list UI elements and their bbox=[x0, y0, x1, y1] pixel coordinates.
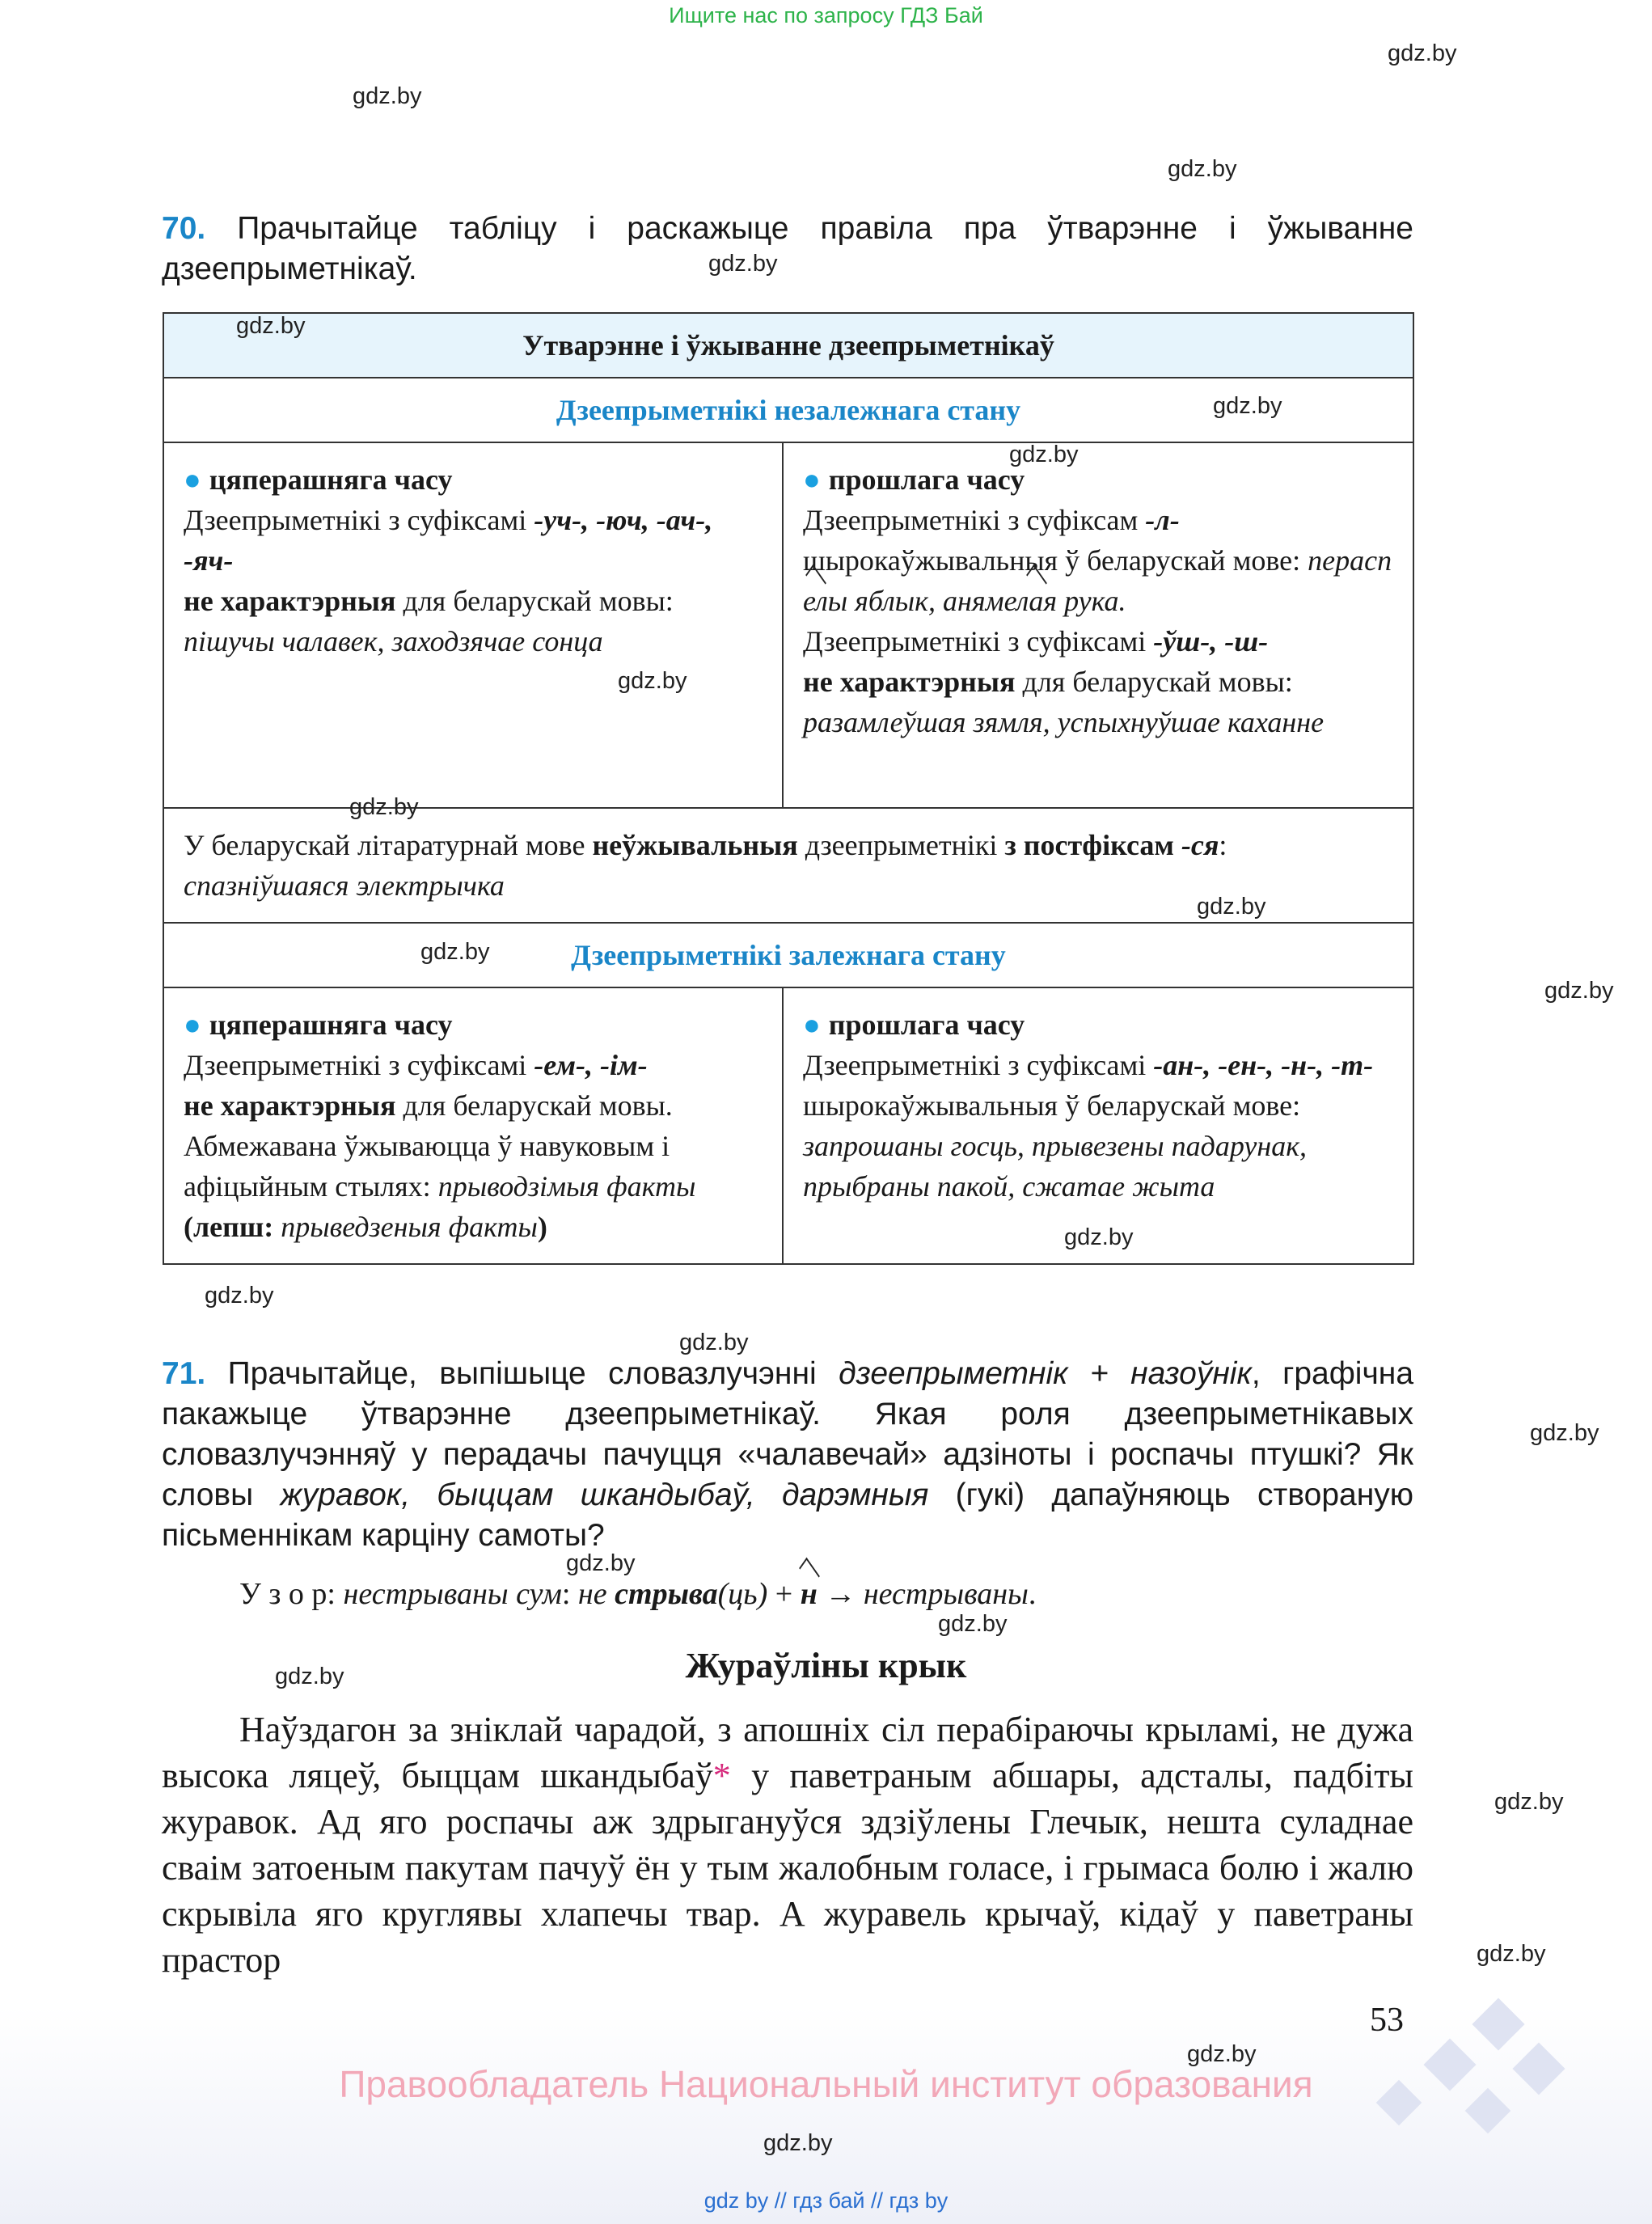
watermark: gdz.by bbox=[1187, 2041, 1257, 2067]
watermark: gdz.by bbox=[1213, 393, 1282, 419]
words: журавок, быццам шкандыбаў, дарэмныя bbox=[280, 1478, 929, 1512]
cell-text: Дзеепрыметнікі з суфіксамі bbox=[803, 625, 1154, 657]
watermark: gdz.by bbox=[1494, 1789, 1564, 1815]
watermark: gdz.by bbox=[1064, 1224, 1134, 1250]
suffixes: -ўш-, -ш- bbox=[1153, 625, 1269, 657]
passive-past-cell: ● прошлага часу Дзеепрыметнікі з суфіксамі -ан-, -ен-, -н-, -т- шырокаўжывальныя ў беларускай мове: запрошаны госць, прывезены падарунак, прыбраны пакой, сжатае жыта bbox=[783, 987, 1413, 1264]
task-text: Прачытайце, выпішыце словазлучэнні bbox=[205, 1356, 839, 1391]
watermark: gdz.by bbox=[1009, 442, 1079, 467]
watermark: gdz.by bbox=[1388, 40, 1457, 66]
example: пішучы чалавек, заходзячае сонца bbox=[184, 625, 603, 657]
task-text: (гукі) дапаўняюць створаную пісьменнікам карціну самоты? bbox=[162, 1478, 1413, 1553]
arrow-icon: → bbox=[817, 1577, 864, 1611]
active-voice-title: Дзеепрыметнікі незалежнага стану bbox=[163, 378, 1413, 442]
cell-heading: прошлага часу bbox=[828, 463, 1025, 496]
passive-voice-title: Дзеепрыметнікі залежнага стану bbox=[163, 923, 1413, 987]
watermark: gdz.by bbox=[763, 2130, 833, 2156]
bullet-icon: ● bbox=[184, 1008, 201, 1041]
task-text: Прачытайце табліцу і раскажыце правіла пра ўтварэнне і ўжыванне дзеепрыметнікаў. bbox=[162, 211, 1414, 286]
bullet-icon: ● bbox=[803, 1008, 821, 1041]
bottom-links[interactable]: gdz by // гдз бай // гдз by bbox=[703, 2188, 949, 2213]
cell-text: для беларускай мовы: bbox=[395, 585, 674, 617]
suffix: -л- bbox=[1145, 504, 1180, 536]
table-title: Утварэнне і ўжыванне дзеепрыметнікаў bbox=[163, 313, 1413, 378]
bullet-icon: ● bbox=[803, 463, 821, 496]
footnote-star: * bbox=[712, 1756, 731, 1795]
watermark: gdz.by bbox=[236, 313, 306, 339]
sample-line: У з о р: нестрываны сум: не стрыва(ць) + н → нестрываны. bbox=[239, 1574, 1036, 1614]
sample-example: нестрываны сум bbox=[343, 1577, 562, 1611]
task-number: 70. bbox=[162, 211, 206, 246]
cell-text: Дзеепрыметнікі з суфіксам bbox=[803, 504, 1146, 536]
rights-notice: Правообладатель Национальный институт образования bbox=[339, 2063, 1313, 2105]
example: пераспелы яблык, анямелая рука. bbox=[803, 544, 1392, 617]
watermark: gdz.by bbox=[1530, 1420, 1599, 1446]
cell-heading: цяперашняга часу bbox=[209, 1008, 453, 1041]
cell-text: шырокаўжывальныя ў беларускай мове: bbox=[803, 544, 1308, 577]
watermark: gdz.by bbox=[420, 939, 490, 965]
passive-present-cell: ● цяперашняга часу Дзеепрыметнікі з суфіксамі -ем-, -ім- не характэрныя для беларускай мовы. Абмежавана ўжываюцца ў навуковым і афіцыйным стылях: прыводзімыя факты (лепш: прыведзеныя факты) bbox=[163, 987, 783, 1264]
task-number: 71. bbox=[162, 1356, 206, 1391]
not-typical: не характэрныя bbox=[803, 666, 1016, 698]
example: разамлеўшая зямля, успыхнуўшае каханне bbox=[803, 706, 1325, 738]
active-present-cell bbox=[163, 442, 783, 808]
cell-text: для беларускай мовы: bbox=[1015, 666, 1293, 698]
task-71 bbox=[162, 1354, 1413, 1556]
postfix-cell: У беларускай літаратурнай мове неўжывальныя дзеепрыметнікі з постфіксам -ся: спазніўшаяся электрычка bbox=[163, 808, 1413, 923]
rule-table bbox=[163, 312, 1414, 1265]
watermark: gdz.by bbox=[1477, 1941, 1546, 1967]
watermark: gdz.by bbox=[938, 1611, 1008, 1637]
watermark: gdz.by bbox=[275, 1664, 344, 1689]
page-number: 53 bbox=[1370, 2002, 1404, 2039]
watermark: gdz.by bbox=[1544, 978, 1614, 1004]
watermark: gdz.by bbox=[205, 1283, 274, 1309]
task-text: , графічна пакажыце ўтварэнне дзеепрыметнікаў. Якая роля дзеепрыметнікавых словазлучэнняў у перадачы пачуцця «чалавечай» адзіноты і роспачы птушкі? Як словы bbox=[162, 1356, 1414, 1512]
watermark: gdz.by bbox=[1197, 894, 1266, 920]
watermark: gdz.by bbox=[353, 83, 422, 109]
bullet-icon: ● bbox=[184, 463, 201, 496]
active-past-cell bbox=[783, 442, 1413, 808]
story-text: Наўздагон за зніклай чарадой, з апошніх сіл перабіраючы крыламі, не дужа высока ляцеў, быццам шкандыбаў* у паветраным абшары, адсталы, падбіты журавок. Ад яго роспачы аж здрыгануўся здзіўлены Глечык, нешта суладнае сваім затоеным пакутам пачуў ён у тым жалобным голасе, і грымаса болю і жалю скрывіла яго круглявы хлапечы твар. А журавель крычаў, кідаў у паветраны прастор bbox=[162, 1710, 1413, 1980]
watermark: gdz.by bbox=[708, 251, 778, 277]
suffixes: -уч-, -юч, -ач-, -яч- bbox=[184, 504, 713, 577]
formula: дзеепрыметнік + назоўнік bbox=[839, 1356, 1252, 1391]
watermark: gdz.by bbox=[349, 794, 419, 820]
cell-heading: прошлага часу bbox=[828, 1008, 1025, 1041]
watermark: gdz.by bbox=[1168, 156, 1237, 182]
search-hint[interactable]: Ищите нас по запросу ГДЗ Бай bbox=[669, 3, 983, 27]
sample-label: У з о р: bbox=[239, 1577, 344, 1611]
watermark: gdz.by bbox=[566, 1550, 636, 1576]
watermark: gdz.by bbox=[679, 1330, 749, 1355]
cell-heading: цяперашняга часу bbox=[209, 463, 453, 496]
not-typical: не характэрныя bbox=[184, 585, 396, 617]
cell-text: Дзеепрыметнікі з суфіксамі bbox=[184, 504, 534, 536]
story-title: Жураўліны крык bbox=[685, 1646, 967, 1685]
task-70 bbox=[162, 209, 1413, 290]
watermark: gdz.by bbox=[618, 668, 687, 694]
